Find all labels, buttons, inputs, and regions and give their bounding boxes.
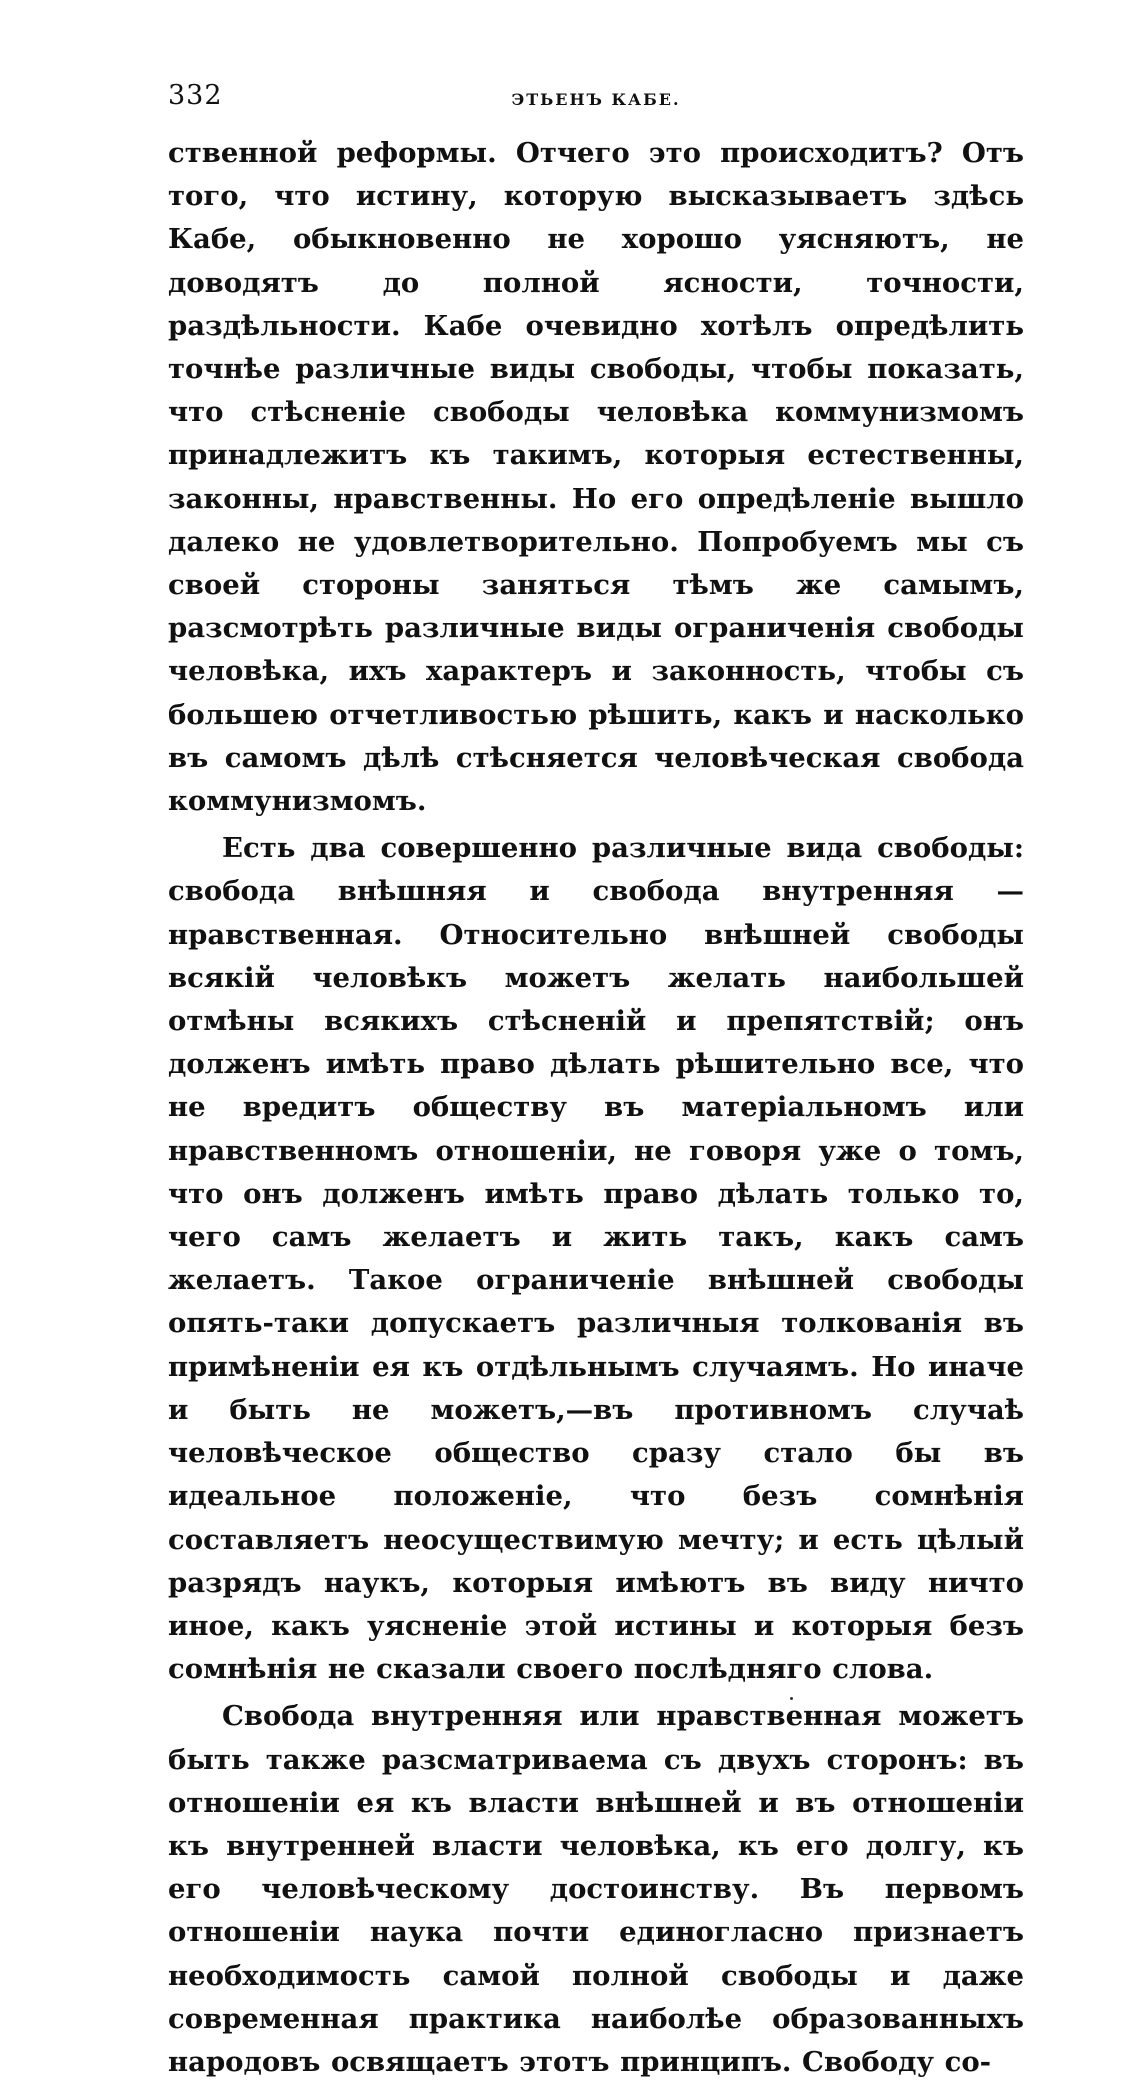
paragraph-freedom-kinds: Есть два совершенно различные вида свободы: свобода внѣшняя и свобода внутренняя — нравственная. Относительно внѣшней свободы всякій человѣкъ можетъ желать наибольшей отмѣны всякихъ стѣсненій и препятствій; онъ долженъ имѣть право дѣлать рѣшительно все, что не вредитъ обществу въ матеріальномъ или нравственномъ отношеніи, не говоря уже о томъ, что онъ долженъ имѣть право дѣлать только то, чего самъ желаетъ и жить такъ, какъ самъ желаетъ. Такое ограниченіе внѣшней свободы опять-таки допускаетъ различныя толкованія въ примѣненіи ея къ отдѣльнымъ случаямъ. Но иначе и быть не можетъ,—въ противномъ случаѣ человѣческое общество сразу стало бы въ идеальное положеніе, что безъ сомнѣнія составляетъ неосуществимую мечту; и есть цѣлый разрядъ наукъ, которыя имѣютъ въ виду ничто иное, какъ уясненіе этой истины и которыя безъ сомнѣнія не сказали своего послѣдняго слова. — [168, 832, 1024, 1686]
page-number: 332 — [168, 80, 223, 111]
paragraph-continuation: ственной реформы. Отчего это происходитъ? Отъ того, что истину, которую высказываетъ здѣсь Кабе, обыкновенно не хорошо уясняютъ, не доводятъ до полной ясности, точности, раздѣльности. Кабе очевидно хотѣлъ опредѣлить точнѣе различные виды свободы, чтобы показать, что стѣсненіе свободы человѣка коммунизмомъ принадлежитъ къ такимъ, которыя естественны, законны, нравственны. Но его опредѣленіе вышло далеко не удовлетворительно. Попробуемъ мы съ своей стороны заняться тѣмъ же самымъ, разсмотрѣть различные виды ограниченія свободы человѣка, ихъ характеръ и законность, чтобы съ большею отчетливостью рѣшить, какъ и насколько въ самомъ дѣлѣ стѣсняется человѣческая свобода коммунизмомъ. — [168, 137, 1024, 818]
paragraph-inner-freedom: Свобода внутренняя или нравственная можетъ быть также разсматриваема съ двухъ сторонъ: въ отношеніи ея къ власти внѣшней и въ отношеніи къ внутренней власти человѣка, къ его долгу, къ его человѣческому достоинству. Въ первомъ отношеніи наука почти единогласно признаетъ необходимость самой полной свободы и даже современная практика наиболѣе образованныхъ народовъ освящаетъ этотъ принципъ. Свободу со- — [168, 1700, 1024, 2078]
book-page — [168, 70, 1024, 2084]
print-speck — [790, 1697, 793, 1700]
running-title: ЭТЬЕНЪ КАБЕ. — [511, 90, 681, 109]
body-text — [168, 132, 1024, 2084]
page-header — [168, 70, 1024, 118]
